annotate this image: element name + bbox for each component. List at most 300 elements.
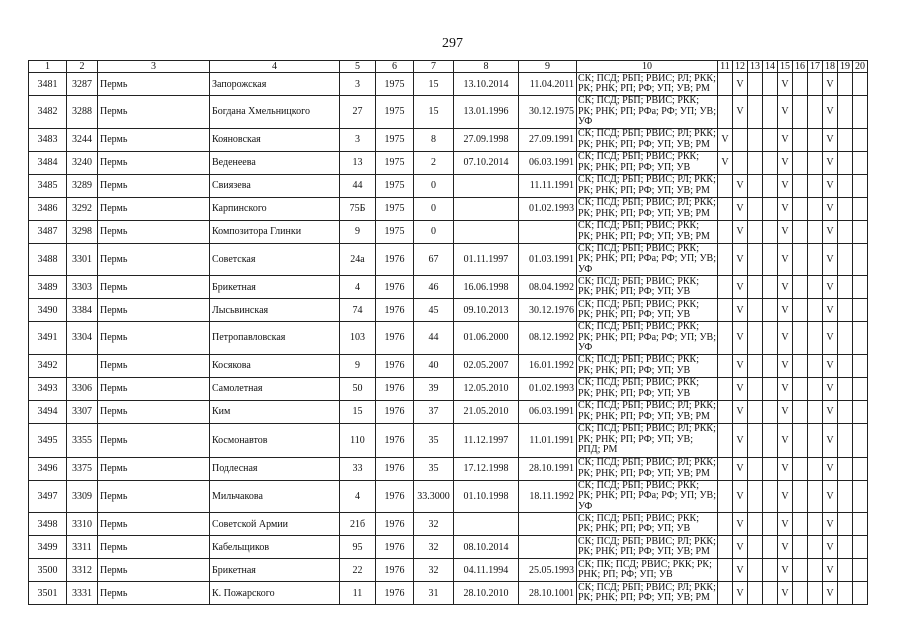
table-row bbox=[29, 299, 868, 322]
mark-cell bbox=[853, 322, 868, 355]
mark-cell: V bbox=[733, 559, 748, 582]
rights-cell: СК; ПСД; РБП; РВИС; РКК; РК; РНК; РП; РФ; УП; УВ bbox=[577, 513, 718, 536]
row-number: 3496 bbox=[29, 457, 67, 480]
mark-cell bbox=[808, 73, 823, 96]
year-cell: 1976 bbox=[376, 513, 414, 536]
mark-cell: V bbox=[733, 96, 748, 129]
date-cell: 01.11.1997 bbox=[454, 243, 519, 276]
city-cell: Пермь bbox=[98, 96, 210, 129]
mark-cell bbox=[838, 536, 853, 559]
mark-cell bbox=[793, 322, 808, 355]
date-cell: 13.10.2014 bbox=[454, 73, 519, 96]
row-number: 3499 bbox=[29, 536, 67, 559]
city-cell: Пермь bbox=[98, 377, 210, 400]
rights-cell: СК; ПСД; РБП; РВИС; РКК; РК; РНК; РП; РФ; УП; УВ bbox=[577, 276, 718, 299]
code-cell: 3375 bbox=[67, 457, 98, 480]
table-row bbox=[29, 276, 868, 299]
mark-cell bbox=[793, 299, 808, 322]
mark-cell bbox=[853, 457, 868, 480]
house-cell: 9 bbox=[340, 354, 376, 377]
mark-cell: V bbox=[823, 96, 838, 129]
rights-cell: СК; ПСД; РБП; РВИС; РЛ; РКК; РК; РНК; РП; РФ; УП; УВ; РМ bbox=[578, 457, 716, 479]
mark-cell: V bbox=[778, 174, 793, 197]
street-cell: Брикетная bbox=[210, 276, 340, 299]
year-cell: 1976 bbox=[376, 480, 414, 513]
mark-cell bbox=[763, 513, 778, 536]
mark-cell bbox=[838, 151, 853, 174]
code-cell: 3310 bbox=[67, 513, 98, 536]
rights-cell: СК; ПСД; РБП; РВИС; РКК; РК; РНК; РП; РФа; РФ; УП; УВ; УФ bbox=[578, 95, 716, 127]
rights-cell: СК; ПСД; РБП; РВИС; РКК; РК; РНК; РП; РФ; УП; УВ bbox=[577, 151, 718, 174]
city-cell: Пермь bbox=[98, 128, 210, 151]
mark-cell bbox=[718, 354, 733, 377]
code-cell: 3307 bbox=[67, 400, 98, 423]
mark-cell bbox=[853, 276, 868, 299]
mark-cell bbox=[763, 243, 778, 276]
mark-cell bbox=[838, 243, 853, 276]
table-row bbox=[29, 243, 868, 276]
street-cell: Косякова bbox=[210, 354, 340, 377]
mark-cell bbox=[808, 559, 823, 582]
date-cell: 17.12.1998 bbox=[454, 457, 519, 480]
column-header: 20 bbox=[853, 61, 868, 73]
value-cell: 39 bbox=[414, 377, 454, 400]
mark-cell bbox=[793, 423, 808, 457]
rights-cell: СК; ПСД; РБП; РВИС; РЛ; РКК; РК; РНК; РП; РФ; УП; УВ; РМ bbox=[578, 197, 716, 219]
row-number: 3488 bbox=[29, 243, 67, 276]
mark-cell bbox=[748, 322, 763, 355]
mark-cell bbox=[793, 174, 808, 197]
city-cell: Пермь bbox=[98, 536, 210, 559]
mark-cell: V bbox=[733, 174, 748, 197]
mark-cell: V bbox=[733, 400, 748, 423]
mark-cell: V bbox=[778, 128, 793, 151]
year-cell: 1976 bbox=[376, 423, 414, 457]
mark-cell bbox=[808, 480, 823, 513]
city-cell: Пермь bbox=[98, 322, 210, 355]
mark-cell bbox=[733, 151, 748, 174]
registry-table bbox=[28, 60, 868, 605]
mark-cell bbox=[808, 354, 823, 377]
table-row bbox=[29, 423, 868, 457]
value-cell: 0 bbox=[414, 197, 454, 220]
house-cell: 50 bbox=[340, 377, 376, 400]
date-cell: 27.09.1991 bbox=[519, 128, 577, 151]
value-cell: 15 bbox=[414, 96, 454, 129]
mark-cell bbox=[853, 73, 868, 96]
mark-cell bbox=[763, 377, 778, 400]
date-cell: 09.10.2013 bbox=[454, 299, 519, 322]
mark-cell bbox=[853, 174, 868, 197]
mark-cell bbox=[763, 299, 778, 322]
mark-cell: V bbox=[823, 73, 838, 96]
table-row bbox=[29, 96, 868, 129]
mark-cell bbox=[763, 151, 778, 174]
mark-cell bbox=[718, 322, 733, 355]
value-cell: 8 bbox=[414, 128, 454, 151]
mark-cell bbox=[793, 400, 808, 423]
date-cell: 16.01.1992 bbox=[519, 354, 577, 377]
mark-cell bbox=[763, 354, 778, 377]
city-cell: Пермь bbox=[98, 354, 210, 377]
column-header: 10 bbox=[577, 61, 718, 73]
mark-cell bbox=[763, 322, 778, 355]
mark-cell bbox=[808, 377, 823, 400]
mark-cell bbox=[748, 457, 763, 480]
column-header: 1 bbox=[29, 61, 67, 73]
value-cell: 44 bbox=[414, 322, 454, 355]
mark-cell bbox=[838, 96, 853, 129]
mark-cell bbox=[838, 582, 853, 605]
table-row bbox=[29, 174, 868, 197]
street-cell: Брикетная bbox=[210, 559, 340, 582]
date-cell: 11.01.1991 bbox=[519, 423, 577, 457]
mark-cell bbox=[748, 400, 763, 423]
row-number: 3497 bbox=[29, 480, 67, 513]
mark-cell bbox=[808, 400, 823, 423]
mark-cell bbox=[838, 322, 853, 355]
table-row bbox=[29, 480, 868, 513]
mark-cell bbox=[718, 299, 733, 322]
row-number: 3487 bbox=[29, 220, 67, 243]
mark-cell bbox=[748, 197, 763, 220]
mark-cell bbox=[718, 73, 733, 96]
mark-cell: V bbox=[778, 536, 793, 559]
mark-cell bbox=[838, 400, 853, 423]
mark-cell: V bbox=[733, 513, 748, 536]
mark-cell: V bbox=[823, 513, 838, 536]
mark-cell bbox=[793, 151, 808, 174]
date-cell: 13.01.1996 bbox=[454, 96, 519, 129]
mark-cell bbox=[853, 128, 868, 151]
column-header: 16 bbox=[793, 61, 808, 73]
date-cell: 01.02.1993 bbox=[519, 197, 577, 220]
table-row bbox=[29, 536, 868, 559]
date-cell: 08.10.2014 bbox=[454, 536, 519, 559]
date-cell: 11.11.1991 bbox=[519, 174, 577, 197]
value-cell: 46 bbox=[414, 276, 454, 299]
house-cell: 4 bbox=[340, 276, 376, 299]
mark-cell bbox=[748, 96, 763, 129]
mark-cell bbox=[793, 480, 808, 513]
city-cell: Пермь bbox=[98, 480, 210, 513]
mark-cell bbox=[838, 73, 853, 96]
column-header: 3 bbox=[98, 61, 210, 73]
value-cell: 35 bbox=[414, 457, 454, 480]
mark-cell bbox=[808, 96, 823, 129]
mark-cell: V bbox=[823, 151, 838, 174]
date-cell: 06.03.1991 bbox=[519, 151, 577, 174]
date-cell: 30.12.1976 bbox=[519, 299, 577, 322]
mark-cell bbox=[838, 220, 853, 243]
mark-cell bbox=[793, 559, 808, 582]
row-number: 3491 bbox=[29, 322, 67, 355]
mark-cell: V bbox=[778, 480, 793, 513]
mark-cell bbox=[763, 536, 778, 559]
house-cell: 44 bbox=[340, 174, 376, 197]
code-cell: 3289 bbox=[67, 174, 98, 197]
row-number: 3483 bbox=[29, 128, 67, 151]
mark-cell bbox=[793, 73, 808, 96]
year-cell: 1975 bbox=[376, 128, 414, 151]
mark-cell: V bbox=[823, 457, 838, 480]
mark-cell: V bbox=[823, 400, 838, 423]
rights-cell: СК; ПСД; РБП; РВИС; РКК; РК; РНК; РП; РФа; РФ; УП; УВ; УФ bbox=[578, 243, 716, 275]
value-cell: 32 bbox=[414, 513, 454, 536]
column-header: 13 bbox=[748, 61, 763, 73]
mark-cell: V bbox=[823, 354, 838, 377]
mark-cell: V bbox=[733, 299, 748, 322]
mark-cell: V bbox=[733, 457, 748, 480]
city-cell: Пермь bbox=[98, 513, 210, 536]
city-cell: Пермь bbox=[98, 220, 210, 243]
mark-cell bbox=[838, 423, 853, 457]
column-header: 8 bbox=[454, 61, 519, 73]
mark-cell: V bbox=[823, 322, 838, 355]
mark-cell bbox=[808, 513, 823, 536]
city-cell: Пермь bbox=[98, 174, 210, 197]
street-cell: Богдана Хмельницкого bbox=[210, 96, 340, 129]
mark-cell: V bbox=[823, 276, 838, 299]
mark-cell bbox=[853, 582, 868, 605]
code-cell: 3309 bbox=[67, 480, 98, 513]
mark-cell: V bbox=[778, 220, 793, 243]
code-cell: 3331 bbox=[67, 582, 98, 605]
mark-cell bbox=[763, 220, 778, 243]
mark-cell: V bbox=[823, 299, 838, 322]
street-cell: Кояновская bbox=[210, 128, 340, 151]
row-number: 3490 bbox=[29, 299, 67, 322]
mark-cell: V bbox=[778, 513, 793, 536]
mark-cell bbox=[853, 220, 868, 243]
mark-cell bbox=[808, 151, 823, 174]
mark-cell: V bbox=[823, 582, 838, 605]
mark-cell: V bbox=[823, 559, 838, 582]
mark-cell bbox=[808, 220, 823, 243]
mark-cell bbox=[763, 276, 778, 299]
year-cell: 1975 bbox=[376, 197, 414, 220]
mark-cell bbox=[763, 128, 778, 151]
mark-cell: V bbox=[823, 377, 838, 400]
date-cell: 11.04.2011 bbox=[519, 73, 577, 96]
street-cell: Советской Армии bbox=[210, 513, 340, 536]
mark-cell bbox=[853, 423, 868, 457]
page-number: 297 bbox=[442, 36, 463, 51]
mark-cell bbox=[718, 197, 733, 220]
year-cell: 1976 bbox=[376, 377, 414, 400]
date-cell: 07.10.2014 bbox=[454, 151, 519, 174]
rights-cell: СК; ПСД; РБП; РВИС; РЛ; РКК; РК; РНК; РП; РФ; УП; УВ; РМ bbox=[578, 400, 716, 422]
row-number: 3485 bbox=[29, 174, 67, 197]
code-cell: 3306 bbox=[67, 377, 98, 400]
house-cell: 11 bbox=[340, 582, 376, 605]
mark-cell bbox=[718, 513, 733, 536]
code-cell: 3303 bbox=[67, 276, 98, 299]
mark-cell bbox=[718, 480, 733, 513]
house-cell: 3 bbox=[340, 73, 376, 96]
mark-cell: V bbox=[733, 423, 748, 457]
row-number: 3482 bbox=[29, 96, 67, 129]
table-row bbox=[29, 513, 868, 536]
mark-cell: V bbox=[733, 582, 748, 605]
value-cell: 0 bbox=[414, 220, 454, 243]
mark-cell bbox=[808, 322, 823, 355]
mark-cell bbox=[853, 559, 868, 582]
rights-cell: СК; ПК; ПСД; РВИС; РКК; РК; РНК; РП; РФ; УП; УВ bbox=[577, 559, 718, 582]
code-cell: 3287 bbox=[67, 73, 98, 96]
mark-cell bbox=[853, 513, 868, 536]
year-cell: 1976 bbox=[376, 559, 414, 582]
mark-cell bbox=[718, 377, 733, 400]
column-header: 18 bbox=[823, 61, 838, 73]
mark-cell bbox=[748, 151, 763, 174]
house-cell: 33 bbox=[340, 457, 376, 480]
street-cell: Советская bbox=[210, 243, 340, 276]
city-cell: Пермь bbox=[98, 151, 210, 174]
column-header: 11 bbox=[718, 61, 733, 73]
mark-cell bbox=[793, 582, 808, 605]
rights-cell: СК; ПСД; РБП; РВИС; РЛ; РКК; РК; РНК; РП; РФ; УП; УВ; РМ bbox=[578, 581, 716, 603]
street-cell: Лысьвинская bbox=[210, 299, 340, 322]
street-cell: Самолетная bbox=[210, 377, 340, 400]
year-cell: 1975 bbox=[376, 151, 414, 174]
house-cell: 110 bbox=[340, 423, 376, 457]
column-header: 17 bbox=[808, 61, 823, 73]
mark-cell: V bbox=[778, 423, 793, 457]
year-cell: 1976 bbox=[376, 582, 414, 605]
mark-cell bbox=[793, 536, 808, 559]
mark-cell: V bbox=[718, 128, 733, 151]
mark-cell bbox=[793, 377, 808, 400]
house-cell: 74 bbox=[340, 299, 376, 322]
column-header: 19 bbox=[838, 61, 853, 73]
rights-cell: СК; ПСД; РБП; РВИС; РЛ; РКК; РК; РНК; РП; РФ; УП; УВ; РПД; РМ bbox=[578, 423, 716, 456]
row-number: 3500 bbox=[29, 559, 67, 582]
mark-cell: V bbox=[778, 377, 793, 400]
city-cell: Пермь bbox=[98, 276, 210, 299]
mark-cell: V bbox=[778, 299, 793, 322]
date-cell: 21.05.2010 bbox=[454, 400, 519, 423]
mark-cell bbox=[808, 128, 823, 151]
column-header: 9 bbox=[519, 61, 577, 73]
mark-cell bbox=[853, 197, 868, 220]
column-header: 2 bbox=[67, 61, 98, 73]
mark-cell bbox=[763, 423, 778, 457]
table-row bbox=[29, 322, 868, 355]
row-number: 3498 bbox=[29, 513, 67, 536]
date-cell: 01.02.1993 bbox=[519, 377, 577, 400]
year-cell: 1976 bbox=[376, 243, 414, 276]
date-cell: 25.05.1993 bbox=[519, 559, 577, 582]
mark-cell bbox=[793, 96, 808, 129]
date-cell: 11.12.1997 bbox=[454, 423, 519, 457]
mark-cell bbox=[718, 457, 733, 480]
code-cell: 3288 bbox=[67, 96, 98, 129]
column-header: 5 bbox=[340, 61, 376, 73]
mark-cell: V bbox=[778, 73, 793, 96]
date-cell: 28.10.1991 bbox=[519, 457, 577, 480]
mark-cell: V bbox=[733, 197, 748, 220]
date-cell bbox=[454, 197, 519, 220]
mark-cell bbox=[748, 128, 763, 151]
year-cell: 1976 bbox=[376, 354, 414, 377]
mark-cell bbox=[748, 276, 763, 299]
street-cell: Петропавловская bbox=[210, 322, 340, 355]
mark-cell bbox=[838, 276, 853, 299]
mark-cell bbox=[733, 128, 748, 151]
mark-cell bbox=[838, 174, 853, 197]
mark-cell: V bbox=[733, 480, 748, 513]
city-cell: Пермь bbox=[98, 243, 210, 276]
mark-cell: V bbox=[823, 128, 838, 151]
mark-cell bbox=[808, 582, 823, 605]
row-number: 3489 bbox=[29, 276, 67, 299]
row-number: 3501 bbox=[29, 582, 67, 605]
mark-cell bbox=[838, 377, 853, 400]
city-cell: Пермь bbox=[98, 73, 210, 96]
rights-cell: СК; ПСД; РБП; РВИС; РЛ; РКК; РК; РНК; РП; РФ; УП; УВ; РМ bbox=[578, 174, 716, 196]
rights-cell: СК; ПСД; РБП; РВИС; РКК; РК; РНК; РП; РФ; УП; УВ bbox=[577, 299, 718, 322]
mark-cell bbox=[838, 457, 853, 480]
date-cell: 04.11.1994 bbox=[454, 559, 519, 582]
rights-cell: СК; ПСД; РБП; РВИС; РЛ; РКК; РК; РНК; РП; РФ; УП; УВ; РМ bbox=[578, 535, 716, 557]
mark-cell bbox=[718, 536, 733, 559]
code-cell: 3292 bbox=[67, 197, 98, 220]
mark-cell: V bbox=[823, 174, 838, 197]
date-cell bbox=[519, 220, 577, 243]
mark-cell: V bbox=[778, 582, 793, 605]
row-number: 3493 bbox=[29, 377, 67, 400]
date-cell: 02.05.2007 bbox=[454, 354, 519, 377]
mark-cell: V bbox=[778, 354, 793, 377]
mark-cell: V bbox=[778, 322, 793, 355]
mark-cell bbox=[808, 197, 823, 220]
mark-cell bbox=[763, 174, 778, 197]
rights-cell: СК; ПСД; РБП; РВИС; РЛ; РКК; РК; РНК; РП; РФ; УП; УВ; РМ bbox=[578, 128, 716, 150]
value-cell: 0 bbox=[414, 174, 454, 197]
mark-cell: V bbox=[733, 322, 748, 355]
mark-cell bbox=[748, 480, 763, 513]
mark-cell bbox=[838, 354, 853, 377]
table-row bbox=[29, 151, 868, 174]
mark-cell: V bbox=[778, 151, 793, 174]
code-cell bbox=[67, 354, 98, 377]
mark-cell bbox=[808, 423, 823, 457]
mark-cell bbox=[793, 128, 808, 151]
code-cell: 3312 bbox=[67, 559, 98, 582]
mark-cell: V bbox=[823, 536, 838, 559]
mark-cell bbox=[748, 299, 763, 322]
mark-cell bbox=[853, 96, 868, 129]
mark-cell bbox=[793, 513, 808, 536]
code-cell: 3355 bbox=[67, 423, 98, 457]
value-cell: 35 bbox=[414, 423, 454, 457]
date-cell: 28.10.2010 bbox=[454, 582, 519, 605]
mark-cell bbox=[838, 128, 853, 151]
code-cell: 3304 bbox=[67, 322, 98, 355]
date-cell: 01.10.1998 bbox=[454, 480, 519, 513]
year-cell: 1976 bbox=[376, 536, 414, 559]
rights-cell: СК; ПСД; РБП; РВИС; РКК; РК; РНК; РП; РФ; УП; УВ bbox=[577, 354, 718, 377]
rights-cell: СК; ПСД; РБП; РВИС; РКК; РК; РНК; РП; РФ; УП; УВ bbox=[577, 377, 718, 400]
mark-cell bbox=[793, 220, 808, 243]
mark-cell: V bbox=[823, 480, 838, 513]
row-number: 3492 bbox=[29, 354, 67, 377]
mark-cell bbox=[853, 377, 868, 400]
date-cell bbox=[454, 513, 519, 536]
table-row bbox=[29, 457, 868, 480]
column-header: 6 bbox=[376, 61, 414, 73]
